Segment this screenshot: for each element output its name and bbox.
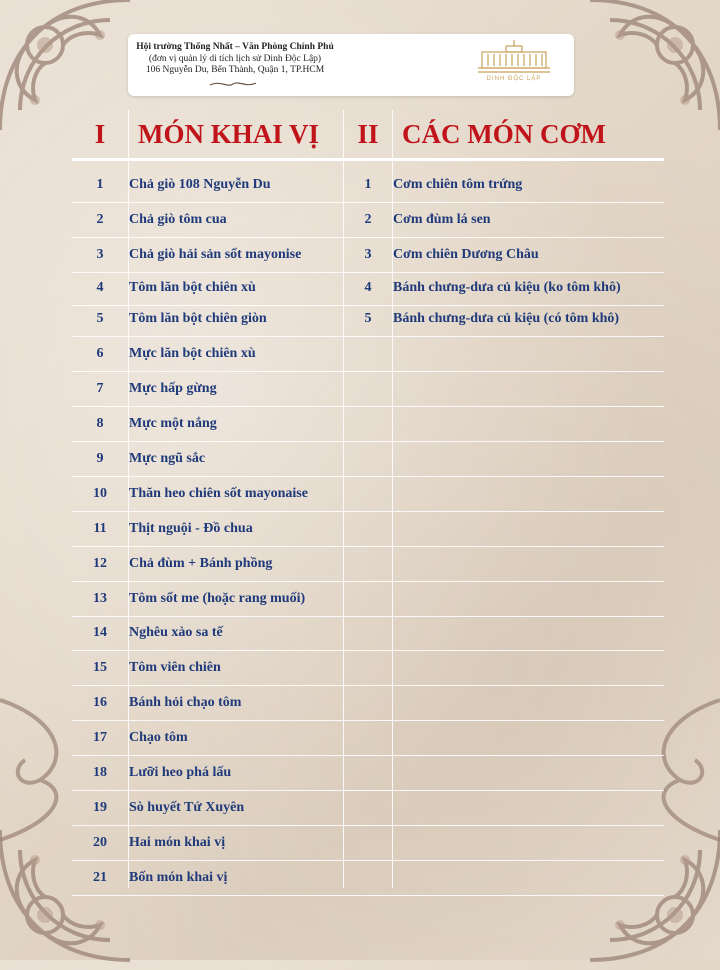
rice-dish-number: 4 (364, 280, 372, 295)
rice-dish-name: Cơm đùm lá sen (393, 212, 491, 227)
table-row (72, 582, 664, 617)
appetizer-number: 1 (96, 177, 104, 192)
appetizer-name: Tôm sốt me (hoặc rang muối) (129, 591, 306, 606)
appetizer-number: 18 (93, 765, 107, 780)
menu-table (72, 110, 664, 885)
table-row (72, 686, 664, 721)
appetizer-name: Chạo tôm (129, 730, 188, 745)
appetizer-name: Sò huyết Tứ Xuyên (129, 800, 245, 815)
appetizer-name: Chả đùm + Bánh phồng (129, 556, 273, 571)
section-numeral: I (94, 119, 106, 149)
appetizer-name: Mực ngũ sắc (129, 451, 206, 466)
appetizer-number: 14 (93, 625, 107, 640)
appetizer-number: 10 (93, 486, 107, 501)
table-row (72, 302, 664, 337)
table-row (72, 271, 664, 306)
section-title-appetizers: MÓN KHAI VỊ (138, 119, 320, 149)
rice-dish-name: Cơm chiên tôm trứng (393, 177, 523, 192)
appetizer-number: 9 (96, 451, 104, 466)
appetizer-number: 3 (96, 247, 104, 262)
table-row (72, 238, 664, 273)
appetizer-name: Nghêu xào sa tế (129, 625, 223, 640)
table-row (72, 861, 664, 896)
table-row (72, 791, 664, 826)
table-row (72, 477, 664, 512)
table-row (72, 826, 664, 861)
table-row (72, 337, 664, 372)
appetizer-name: Hai món khai vị (129, 835, 226, 850)
appetizer-number: 19 (93, 800, 107, 815)
venue-subtitle: (đơn vị quản lý di tích lịch sử Dinh Độc Lập) (148, 53, 322, 64)
appetizer-name: Chả giò tôm cua (129, 212, 227, 227)
appetizer-number: 8 (96, 416, 104, 431)
appetizer-number: 16 (93, 695, 107, 710)
palace-icon (476, 38, 552, 76)
rice-dish-number: 1 (364, 177, 372, 192)
table-row (72, 168, 664, 203)
rice-dish-name: Cơm chiên Dương Châu (393, 247, 539, 262)
venue-name: Hội trường Thống Nhất – Văn Phòng Chính Phủ (136, 42, 334, 52)
appetizer-number: 20 (93, 835, 107, 850)
appetizer-number: 6 (96, 346, 104, 361)
venue-info (132, 42, 338, 77)
appetizer-name: Lưỡi heo phá lấu (129, 765, 232, 780)
independence-palace-logo (476, 38, 552, 90)
table-row (72, 721, 664, 756)
rice-dish-name: Bánh chưng-dưa củ kiệu (ko tôm khô) (393, 280, 621, 295)
rice-dish-name: Bánh chưng-dưa củ kiệu (có tôm khô) (393, 311, 620, 326)
appetizer-number: 21 (93, 870, 107, 885)
venue-address: 106 Nguyễn Du, Bến Thành, Quận 1, TP.HCM (145, 65, 325, 75)
header-card (128, 34, 574, 96)
table-row (72, 442, 664, 477)
table-row (72, 512, 664, 547)
appetizer-number: 7 (96, 381, 104, 396)
appetizer-name: Mực hấp gừng (129, 381, 217, 396)
appetizer-number: 2 (96, 212, 104, 227)
appetizer-number: 11 (93, 521, 107, 536)
table-row (72, 651, 664, 686)
table-row (72, 616, 664, 651)
table-row (72, 372, 664, 407)
appetizer-name: Bánh hỏi chạo tôm (129, 695, 242, 710)
rice-dish-number: 2 (364, 212, 372, 227)
rice-dish-number: 5 (364, 311, 372, 326)
appetizer-name: Tôm lăn bột chiên giòn (129, 311, 267, 326)
appetizer-name: Tôm viên chiên (129, 660, 221, 675)
menu-header-row (72, 110, 664, 161)
appetizer-name: Mực lăn bột chiên xù (129, 346, 256, 361)
section-title-rice-dishes: CÁC MÓN CƠM (402, 119, 606, 149)
appetizer-name: Bốn món khai vị (129, 870, 228, 885)
appetizer-name: Thăn heo chiên sốt mayonaise (129, 486, 308, 501)
appetizer-number: 13 (93, 591, 107, 606)
table-row (72, 407, 664, 442)
appetizer-number: 4 (96, 280, 104, 295)
appetizer-number: 17 (93, 730, 107, 745)
appetizer-number: 15 (93, 660, 107, 675)
logo-caption: DINH ĐỘC LẬP (486, 76, 542, 82)
appetizer-name: Mực một nắng (129, 416, 217, 431)
table-row (72, 547, 664, 582)
table-row (72, 203, 664, 238)
rice-dish-number: 3 (364, 247, 372, 262)
appetizer-number: 12 (93, 556, 107, 571)
appetizer-number: 5 (96, 311, 104, 326)
appetizer-name: Chả giò hải sản sốt mayonise (129, 247, 302, 262)
appetizer-name: Thịt nguội - Đồ chua (129, 521, 253, 536)
table-row (72, 756, 664, 791)
section-numeral: II (357, 119, 379, 149)
appetizer-name: Tôm lăn bột chiên xù (129, 280, 256, 295)
appetizer-name: Chả giò 108 Nguyễn Du (129, 177, 271, 192)
flourish-icon (208, 80, 258, 88)
